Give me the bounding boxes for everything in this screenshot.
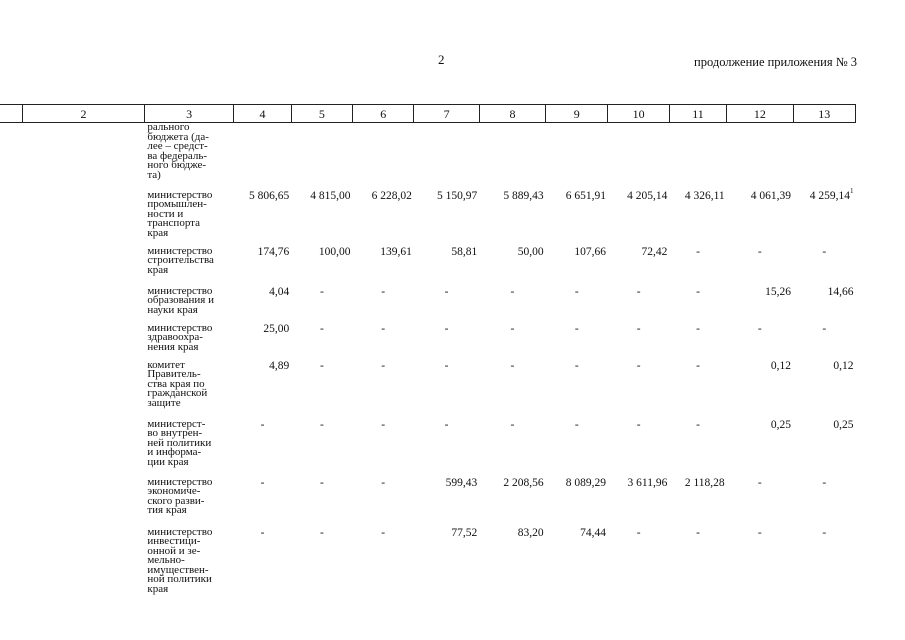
table-row xyxy=(0,478,856,528)
row-label xyxy=(144,475,234,528)
text-line: экономиче- xyxy=(147,485,201,497)
cell-value: - xyxy=(260,526,265,539)
text-line: края xyxy=(147,582,169,595)
cell-value: 4 205,14 xyxy=(627,189,668,202)
cell-value: 15,26 xyxy=(765,285,792,298)
value-cell xyxy=(669,324,726,361)
cell-value: 6 228,02 xyxy=(371,189,412,202)
cell-value: 5 806,65 xyxy=(248,189,290,202)
value-cell xyxy=(669,287,726,324)
value-cell xyxy=(793,287,855,324)
text-line: ного бюдже- xyxy=(147,159,207,171)
value-cell xyxy=(414,247,479,287)
value-cell xyxy=(234,420,291,478)
cell-value: - xyxy=(822,322,827,335)
empty-cell xyxy=(23,478,145,528)
text-line: лее – средст- xyxy=(147,140,208,152)
text-line: ва федераль- xyxy=(147,149,208,162)
cell-value: - xyxy=(822,526,827,539)
cell-value: - xyxy=(574,285,579,298)
column-header-13: 13 xyxy=(793,105,855,123)
cell-value: 4 326,11 xyxy=(684,189,725,202)
column-header-4: 4 xyxy=(234,105,291,123)
value-cell xyxy=(546,247,608,287)
cell-value: - xyxy=(510,418,515,431)
table-row xyxy=(0,191,856,247)
cell-value: - xyxy=(381,526,386,539)
text-line: мельно- xyxy=(147,554,185,566)
value-cell xyxy=(669,361,726,420)
value-cell xyxy=(727,324,793,361)
row-label xyxy=(144,188,234,247)
value-cell xyxy=(793,361,855,420)
text-line: имуществен- xyxy=(147,563,209,576)
value-cell xyxy=(669,247,726,287)
value-cell xyxy=(291,420,352,478)
cell-value: - xyxy=(444,359,449,372)
value-cell xyxy=(793,528,855,608)
text-line: бюджета (да- xyxy=(147,130,209,143)
column-header-3: 3 xyxy=(144,105,234,123)
empty-cell xyxy=(0,528,23,608)
text-line: ства края по xyxy=(147,377,205,390)
text-line: министерст- xyxy=(147,417,206,430)
row-label xyxy=(144,321,234,361)
value-cell xyxy=(353,478,414,528)
column-header-7: 7 xyxy=(414,105,479,123)
text-line: министерство xyxy=(147,525,213,538)
value-cell xyxy=(291,191,352,247)
value-cell xyxy=(669,420,726,478)
table-row xyxy=(0,324,856,361)
cell-value: - xyxy=(510,285,515,298)
value-cell xyxy=(727,478,793,528)
value-cell xyxy=(479,191,545,247)
cell-value: - xyxy=(381,476,386,489)
value-cell xyxy=(414,324,479,361)
cell-value: - xyxy=(636,285,641,298)
text-line: комитет xyxy=(147,358,185,371)
text-line: и информа- xyxy=(147,446,202,458)
text-line: онной и зе- xyxy=(147,544,201,557)
cell-value: - xyxy=(444,322,449,335)
value-cell xyxy=(414,361,479,420)
cell-value: - xyxy=(319,418,324,431)
cell-value: 0,25 xyxy=(833,418,854,431)
value-cell xyxy=(546,324,608,361)
value-cell xyxy=(234,361,291,420)
cell-value: 3 611,96 xyxy=(627,476,668,489)
cell-value: - xyxy=(574,322,579,335)
cell-value: 50,00 xyxy=(517,245,544,258)
text-line: ней политики xyxy=(147,436,212,449)
text-line: министерство xyxy=(147,321,213,334)
value-cell xyxy=(727,191,793,247)
cell-value: - xyxy=(757,245,762,258)
empty-cell xyxy=(23,191,145,247)
text-line: инвестици- xyxy=(147,535,201,547)
table-row xyxy=(0,247,856,287)
empty-cell xyxy=(23,420,145,478)
footnote-marker: 1 xyxy=(850,186,854,195)
text-line: Правитель- xyxy=(147,368,201,380)
cell-value: 599,43 xyxy=(445,476,478,489)
column-header-11: 11 xyxy=(669,105,726,123)
cell-value: - xyxy=(319,322,324,335)
value-cell xyxy=(793,478,855,528)
value-cell xyxy=(414,478,479,528)
value-cell xyxy=(479,420,545,478)
carryover-text xyxy=(144,123,234,191)
cell-value: 4 815,00 xyxy=(310,189,351,202)
cell-value: - xyxy=(444,418,449,431)
value-cell xyxy=(546,528,608,608)
text-line: тия края xyxy=(147,504,187,516)
cell-value: - xyxy=(381,322,386,335)
value-cell xyxy=(793,186,855,247)
empty-cell xyxy=(0,247,23,287)
cell-value: - xyxy=(757,526,762,539)
cell-value: - xyxy=(757,476,762,489)
empty-cell xyxy=(0,191,23,247)
text-line: министерство xyxy=(147,188,213,201)
text-line: гражданской xyxy=(147,387,208,399)
empty-cell xyxy=(23,528,145,608)
value-cell xyxy=(291,478,352,528)
cell-value: - xyxy=(319,526,324,539)
continuation-header: продолжение приложения № 3 xyxy=(694,55,857,69)
value-cell xyxy=(291,324,352,361)
value-cell xyxy=(353,420,414,478)
text-line: министерство xyxy=(147,244,213,257)
value-cell xyxy=(727,420,793,478)
value-cell xyxy=(234,528,291,608)
cell-value: 107,66 xyxy=(574,245,606,258)
value-cell xyxy=(608,191,669,247)
table-row xyxy=(0,361,856,420)
cell-value: 83,20 xyxy=(517,526,544,539)
text-line: министерство xyxy=(147,284,213,297)
cell-value: - xyxy=(636,359,641,372)
value-cell xyxy=(608,287,669,324)
text-line: во внутрен- xyxy=(147,427,203,439)
cell-value: - xyxy=(822,245,827,258)
text-line: промышлен- xyxy=(147,198,207,210)
value-cell xyxy=(546,287,608,324)
row-label xyxy=(144,358,234,420)
value-cell xyxy=(727,528,793,608)
cell-value: - xyxy=(444,285,449,298)
cell-value: 0,25 xyxy=(770,418,792,431)
empty-cell xyxy=(23,247,145,287)
text-line: ной политики xyxy=(147,573,212,585)
cell-value: - xyxy=(696,322,700,335)
empty-cell xyxy=(0,361,23,420)
value-cell xyxy=(608,528,669,608)
value-cell xyxy=(669,478,726,528)
cell-value: 72,42 xyxy=(641,245,668,258)
value-cell xyxy=(546,478,608,528)
row-label xyxy=(144,525,234,608)
text-line: строительства xyxy=(147,254,214,266)
cell-value: 4 259,14 xyxy=(809,189,850,202)
cell-value: - xyxy=(636,322,641,335)
column-header-5: 5 xyxy=(291,105,352,123)
value-cell xyxy=(608,361,669,420)
cell-value: - xyxy=(696,285,700,298)
cell-value: 2 208,56 xyxy=(503,476,544,489)
cell-value: - xyxy=(696,359,700,372)
value-cell xyxy=(479,324,545,361)
cell-value: - xyxy=(319,476,324,489)
value-cell xyxy=(414,528,479,608)
cell-value: - xyxy=(381,418,386,431)
column-header-12: 12 xyxy=(727,105,793,123)
cell-value: - xyxy=(636,418,641,431)
cell-value: 174,76 xyxy=(257,245,290,258)
empty-cell xyxy=(23,287,145,324)
cell-value: 4,04 xyxy=(269,285,290,298)
value-cell xyxy=(353,247,414,287)
cell-value: 77,52 xyxy=(451,526,478,539)
value-cell xyxy=(479,528,545,608)
cell-value: 25,00 xyxy=(263,322,290,335)
cell-value: - xyxy=(510,322,515,335)
value-cell xyxy=(479,287,545,324)
cell-value: 58,81 xyxy=(451,245,478,258)
empty-cell xyxy=(0,420,23,478)
column-header-10: 10 xyxy=(608,105,669,123)
cell-value: - xyxy=(319,359,324,372)
empty-cell xyxy=(0,287,23,324)
value-cell xyxy=(669,528,726,608)
value-cell xyxy=(546,420,608,478)
cell-value: 6 651,91 xyxy=(565,189,606,202)
value-cell xyxy=(234,324,291,361)
value-cell xyxy=(234,478,291,528)
value-cell xyxy=(234,287,291,324)
column-header-9: 9 xyxy=(546,105,608,123)
value-cell xyxy=(793,247,855,287)
column-header-6: 6 xyxy=(353,105,414,123)
value-cell xyxy=(291,247,352,287)
text-line: образования и xyxy=(147,294,215,306)
value-cell xyxy=(414,420,479,478)
cell-value: - xyxy=(510,359,515,372)
value-cell xyxy=(479,247,545,287)
column-header-8: 8 xyxy=(479,105,545,123)
cell-value: - xyxy=(696,245,700,258)
value-cell xyxy=(353,287,414,324)
carryover-row xyxy=(0,123,856,191)
value-cell xyxy=(608,324,669,361)
cell-value: - xyxy=(319,285,324,298)
value-cell xyxy=(353,361,414,420)
value-cell xyxy=(546,361,608,420)
cell-value: - xyxy=(574,418,579,431)
value-cell xyxy=(414,191,479,247)
page-number: 2 xyxy=(438,52,445,67)
table-row xyxy=(0,528,856,608)
value-cell xyxy=(793,420,855,478)
cell-value: 0,12 xyxy=(833,359,854,372)
cell-value: - xyxy=(260,476,265,489)
cell-value: - xyxy=(381,359,386,372)
cell-value: - xyxy=(636,526,641,539)
text-line: рального xyxy=(147,121,190,133)
row-label xyxy=(144,284,234,324)
column-header-1 xyxy=(0,105,23,123)
text-line: та) xyxy=(147,168,161,181)
row-label xyxy=(144,244,234,287)
cell-value: - xyxy=(822,476,827,489)
empty-cell xyxy=(23,361,145,420)
column-header-2: 2 xyxy=(23,105,145,123)
table-row xyxy=(0,420,856,478)
value-cell xyxy=(546,191,608,247)
cell-value: 4 061,39 xyxy=(750,189,792,202)
value-cell xyxy=(608,478,669,528)
text-line: ности и xyxy=(147,207,184,220)
text-line: края xyxy=(147,226,169,239)
text-line: ции края xyxy=(147,455,189,468)
value-cell xyxy=(727,247,793,287)
text-line: ского разви- xyxy=(147,494,205,507)
empty-cell xyxy=(23,324,145,361)
cell-value: - xyxy=(696,526,700,539)
text-line: нения края xyxy=(147,340,199,353)
column-header-row xyxy=(0,105,856,123)
value-cell xyxy=(727,361,793,420)
value-cell xyxy=(479,361,545,420)
value-cell xyxy=(353,324,414,361)
cell-value: 5 889,43 xyxy=(503,189,544,202)
empty-cell xyxy=(0,324,23,361)
cell-value: 2 118,28 xyxy=(684,476,725,489)
table-row xyxy=(0,287,856,324)
value-cell xyxy=(234,191,291,247)
value-cell xyxy=(793,324,855,361)
cell-value: - xyxy=(260,418,265,431)
empty-cell xyxy=(0,478,23,528)
value-cell xyxy=(353,191,414,247)
value-cell xyxy=(353,528,414,608)
cell-value: 0,12 xyxy=(770,359,792,372)
value-cell xyxy=(727,287,793,324)
row-label xyxy=(144,417,234,478)
cell-value: - xyxy=(757,322,762,335)
appendix-table xyxy=(0,104,856,608)
value-cell xyxy=(291,528,352,608)
cell-value: 8 089,29 xyxy=(565,476,606,489)
cell-value: - xyxy=(696,418,700,431)
text-line: транспорта xyxy=(147,217,201,229)
text-line: защите xyxy=(147,396,181,409)
value-cell xyxy=(414,287,479,324)
cell-value: 5 150,97 xyxy=(437,189,478,202)
cell-value: - xyxy=(574,359,579,372)
value-cell xyxy=(234,247,291,287)
value-cell xyxy=(479,478,545,528)
value-cell xyxy=(291,361,352,420)
cell-value: 100,00 xyxy=(318,245,351,258)
text-line: науки края xyxy=(147,303,198,316)
cell-value: 14,66 xyxy=(827,285,854,298)
value-cell xyxy=(608,247,669,287)
value-cell xyxy=(608,420,669,478)
text-line: края xyxy=(147,263,169,276)
text-line: здравоохра- xyxy=(147,331,203,343)
value-cell xyxy=(669,191,726,247)
cell-value: - xyxy=(381,285,386,298)
value-cell xyxy=(291,287,352,324)
cell-value: 4,89 xyxy=(269,359,290,372)
text-line: министерство xyxy=(147,475,213,488)
cell-value: 139,61 xyxy=(380,245,412,258)
cell-value: 74,44 xyxy=(580,526,606,539)
